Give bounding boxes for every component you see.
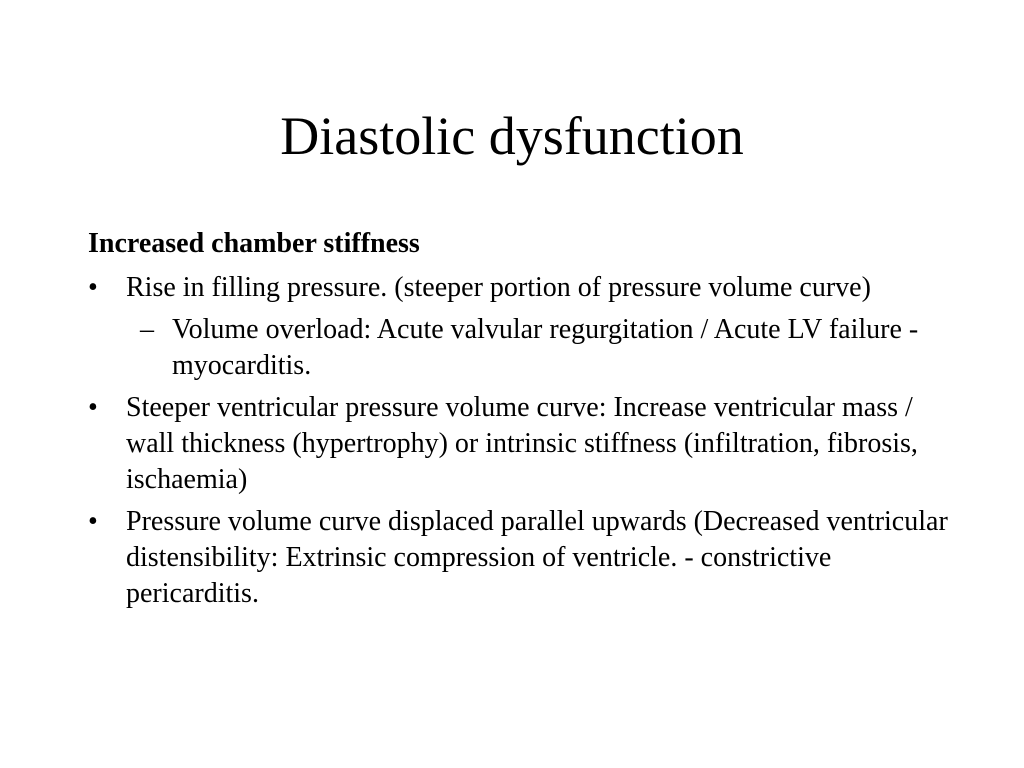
bullet-item [88, 390, 948, 498]
bullet-text: Pressure volume curve displaced parallel upwards (Decreased ventricular distensibility: Extrinsic compression of ventricle. - constrictive pericarditis. [126, 506, 948, 609]
bullet-marker: • [88, 272, 98, 303]
bullet-item [88, 270, 948, 306]
bullet-text: Steeper ventricular pressure volume curve: Increase ventricular mass / wall thickness (hypertrophy) or intrinsic stiffness (infiltration, fibrosis, ischaemia) [126, 392, 918, 495]
sub-bullet-text: Volume overload: Acute valvular regurgitation / Acute LV failure - myocarditis. [172, 314, 919, 381]
section-heading: Increased chamber stiffness [88, 228, 420, 259]
bullet-text: Rise in filling pressure. (steeper portion of pressure volume curve) [126, 272, 871, 303]
sub-bullet-marker: – [140, 314, 154, 345]
sub-bullet-item [88, 312, 948, 384]
slide-content [88, 226, 948, 618]
bullet-item [88, 504, 948, 612]
bullet-marker: • [88, 506, 98, 537]
bullet-marker: • [88, 392, 98, 423]
slide-title: Diastolic dysfunction [280, 106, 744, 166]
